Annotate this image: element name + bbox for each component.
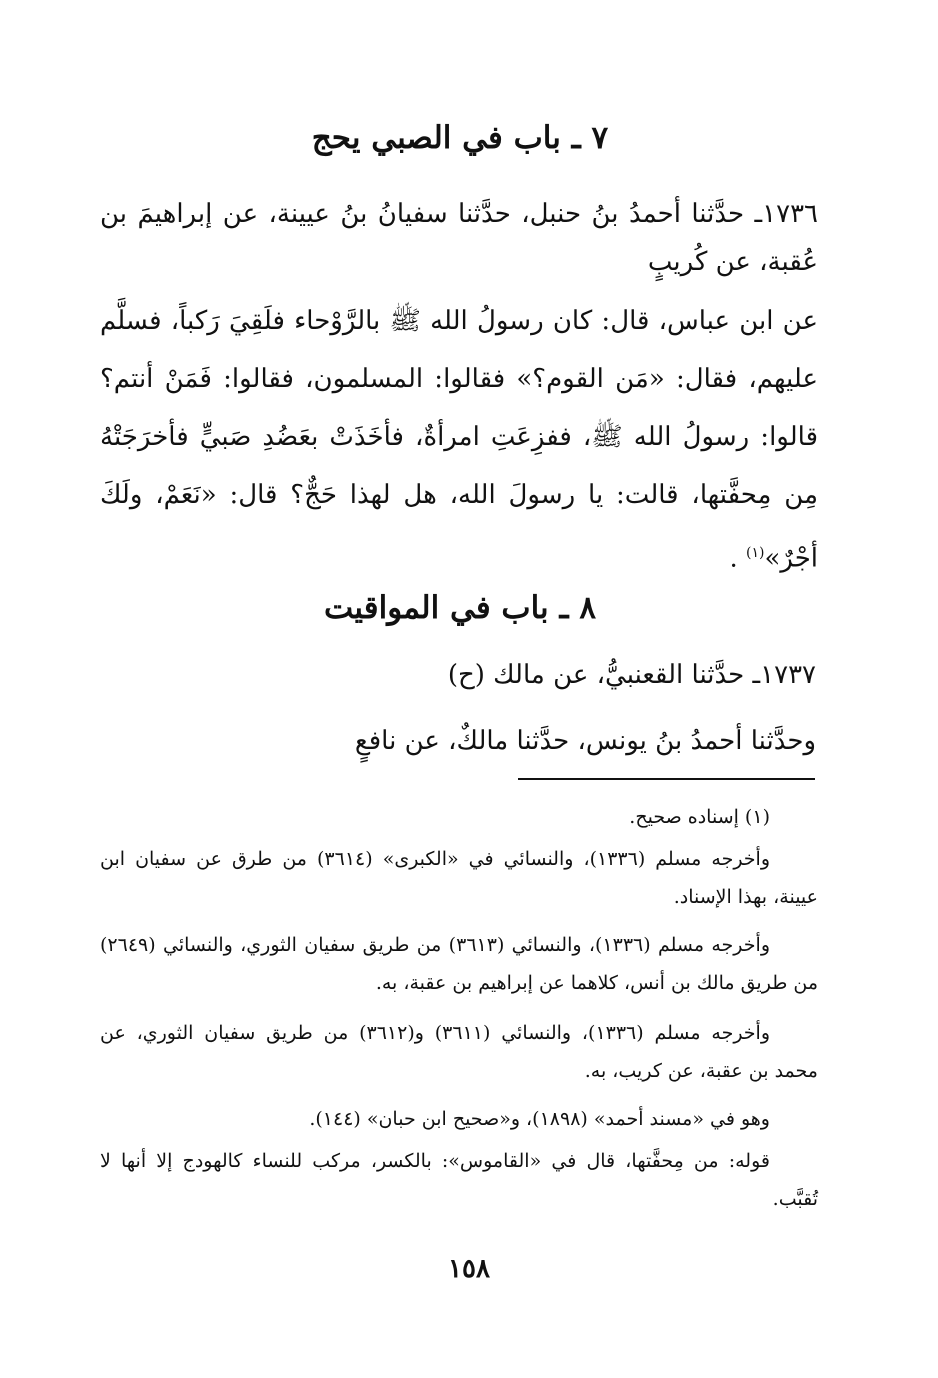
footnote-1: (١) إسناده صحيح. <box>629 806 770 828</box>
footnote-5: وهو في «مسند أحمد» (١٨٩٨)، و«صحيح ابن حبان» (١٤٤). <box>309 1108 770 1130</box>
footnote-2: وأخرجه مسلم (١٣٣٦)، والنسائي في «الكبرى» (٣٦١٤) من طرق عن سفيان ابن عيينة، بهذا الإسناد. <box>100 848 818 908</box>
footnote-4: وأخرجه مسلم (١٣٣٦)، والنسائي (٣٦١١) و(٣٦١٢) من طريق سفيان الثوري، عن محمد بن عقبة، عن كريب، به. <box>100 1022 818 1082</box>
hadith-text: عن ابن عباس، قال: كان رسولُ الله ﷺ بالرَّوْحاء فلَقِيَ رَكباً، فسلَّم عليهم، فقال: «مَن القوم؟» فقالوا: المسلمون، فقالوا: فَمَنْ أنتم؟ قالوا: رسولُ الله ﷺ، ففزِعَتِ امرأةٌ، فأخَذَتْ بعَضُدِ صَبيٍّ فأخرَجَتْهُ مِن مِحفَّتها، قالت: يا رسولَ الله، هل لهذا حَجٌّ؟ قال: «نَعَمْ، ولَكَ أجْرٌ» <box>100 306 818 574</box>
footnote-6: قوله: من مِحفَّتها، قال في «القاموس»: بالكسر، مركب للنساء كالهودج إلا أنها لا تُقبَّب. <box>100 1150 818 1210</box>
page-number: ١٥٨ <box>448 1254 490 1284</box>
end-mark: . <box>729 543 738 574</box>
hadith-1736-isnad: ١٧٣٦ـ حدَّثنا أحمدُ بنُ حنبل، حدَّثنا سفيانُ بنُ عيينة، عن إبراهيمَ بن عُقبة، عن كُريبٍ <box>100 199 818 277</box>
footnote-ref: (١) <box>745 545 765 561</box>
footnote-separator <box>518 778 815 780</box>
hadith-1737-isnad: وحدَّثنا أحمدُ بنُ يونس، حدَّثنا مالكٌ، عن نافعٍ <box>354 726 816 756</box>
footnote-3: وأخرجه مسلم (١٣٣٦)، والنسائي (٣٦١٣) من طريق سفيان الثوري، والنسائي (٢٦٤٩) من طريق مالك بن أنس، كلاهما عن إبراهيم بن عقبة، به. <box>100 934 818 994</box>
section-heading-8: ٨ ـ باب في المواقيت <box>323 590 597 626</box>
section-heading-7: ٧ ـ باب في الصبي يحج <box>311 120 609 156</box>
hadith-1737-number-line: ١٧٣٧ـ حدَّثنا القعنبيُّ، عن مالك (ح) <box>447 660 816 690</box>
hadith-1736-matn <box>100 292 818 588</box>
